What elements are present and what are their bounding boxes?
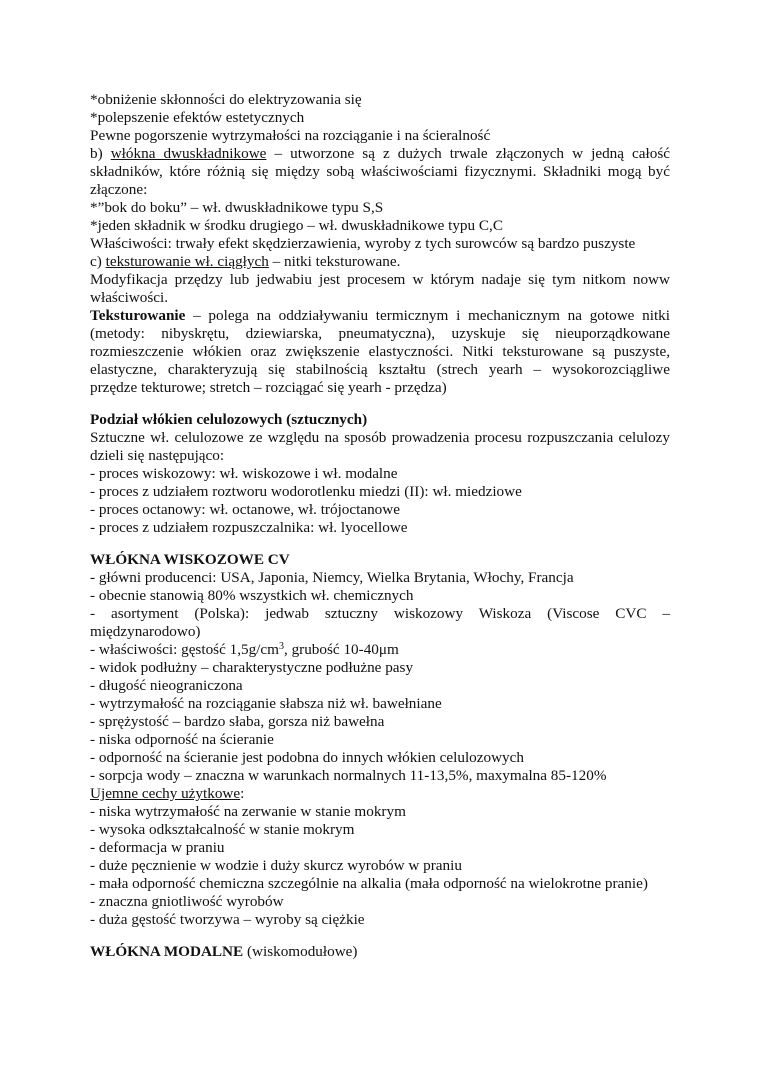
text-span: - właściwości: gęstość 1,5g/cm: [90, 641, 279, 658]
list-item: - obecnie stanowią 80% wszystkich wł. chemicznych: [90, 587, 414, 604]
list-item: - niska odporność na ścieranie: [90, 731, 274, 748]
list-item: - wytrzymałość na rozciąganie słabsza niż wł. bawełniane: [90, 695, 442, 712]
list-item: - sprężystość – bardzo słaba, gorsza niż bawełna: [90, 713, 385, 730]
text-line: złączone:: [90, 181, 148, 198]
text-span: – nitki teksturowane.: [268, 253, 401, 270]
text-line: przędze tekturowe; stretch – rozciągać się yearh - przędza): [90, 379, 447, 396]
text-line: elastyczne, charakteryzują się stabilnością kształtu (strech yearh – wysokorozciągliwe: [90, 361, 670, 378]
list-item: - deformacja w praniu: [90, 839, 225, 856]
list-item: - mała odporność chemiczna szczególnie na alkalia (mała odporność na wielokrotne pranie): [90, 875, 648, 892]
text-line: Właściwości: trwały efekt skędzierzawienia, wyroby z tych surowców są bardzo puszyste: [90, 235, 636, 252]
text-span: b): [90, 145, 111, 162]
text-line: (metody: nibyskrętu, dziewiarska, pneumatyczna), uzyskuje się nieuporządkowane: [90, 325, 670, 342]
superscript: 3: [278, 641, 284, 652]
list-item: - wysoka odkształcalność w stanie mokrym: [90, 821, 355, 838]
text-span: – utworzone są z dużych trwale złączonych w jedną całość: [266, 145, 671, 162]
text-line: *polepszenie efektów estetycznych: [90, 109, 305, 126]
list-item: - długość nieograniczona: [90, 677, 243, 694]
list-item: - proces z udziałem rozpuszczalnika: wł. lyocellowe: [90, 519, 408, 536]
section-heading: Podział włókien celulozowych (sztucznych): [90, 411, 368, 428]
text-span: , grubość 10-40μm: [283, 641, 399, 658]
bold-term: Teksturowanie: [90, 307, 186, 324]
text-line: [90, 307, 670, 325]
text-span: – polega na oddziaływaniu termicznym i mechanicznym na gotowe nitki: [185, 307, 670, 324]
list-item: - proces wiskozowy: wł. wiskozowe i wł. modalne: [90, 465, 398, 482]
text-line: składników, które różnią się między sobą właściwościami fizycznymi. Składniki mogą być: [90, 163, 670, 180]
text-line: międzynarodowo): [90, 623, 201, 640]
text-line: rozmieszczenie włókien oraz zwiększenie elastyczności. Nitki teksturowane są puszyste,: [90, 343, 670, 360]
bold-term: WŁÓKNA MODALNE: [90, 943, 244, 960]
list-item: - sorpcja wody – znaczna w warunkach normalnych 11-13,5%, maxymalna 85-120%: [90, 767, 607, 784]
underlined-term: teksturowanie wł. ciągłych: [105, 253, 269, 270]
list-item: - proces octanowy: wł. octanowe, wł. trójoctanowe: [90, 501, 400, 518]
text-line: dzieli się następująco:: [90, 447, 225, 464]
list-item: [90, 641, 399, 659]
section-heading: [90, 943, 357, 961]
list-item: - asortyment (Polska): jedwab sztuczny wiskozowy Wiskoza (Viscose CVC –: [90, 605, 670, 622]
underlined-term: włókna dwuskładnikowe: [110, 145, 267, 162]
text-line: *jeden składnik w środku drugiego – wł. dwuskładnikowe typu C,C: [90, 217, 503, 234]
text-line: *”bok do boku” – wł. dwuskładnikowe typu S,S: [90, 199, 384, 216]
text-line: *obniżenie skłonności do elektryzowania się: [90, 91, 362, 108]
underlined-term: Ujemne cechy użytkowe: [90, 785, 241, 802]
text-line: Sztuczne wł. celulozowe ze względu na sposób prowadzenia procesu rozpuszczania celulozy: [90, 429, 670, 446]
list-item: - widok podłużny – charakterystyczne podłużne pasy: [90, 659, 414, 676]
text-line: [90, 785, 244, 803]
text-line: Pewne pogorszenie wytrzymałości na rozciąganie i na ścieralność: [90, 127, 491, 144]
text-line: [90, 145, 670, 163]
text-span: (wiskomodułowe): [243, 943, 358, 960]
list-item: - znaczna gniotliwość wyrobów: [90, 893, 284, 910]
list-item: - główni producenci: USA, Japonia, Niemcy, Wielka Brytania, Włochy, Francja: [90, 569, 574, 586]
text-span: :: [240, 785, 245, 802]
list-item: - duże pęcznienie w wodzie i duży skurcz wyrobów w praniu: [90, 857, 462, 874]
list-item: - duża gęstość tworzywa – wyroby są ciężkie: [90, 911, 365, 928]
section-heading: WŁÓKNA WISKOZOWE CV: [90, 551, 290, 568]
text-line: właściwości.: [90, 289, 169, 306]
text-line: Modyfikacja przędzy lub jedwabiu jest procesem w którym nadaje się tym nitkom noww: [90, 271, 670, 288]
list-item: - odporność na ścieranie jest podobna do innych włókien celulozowych: [90, 749, 524, 766]
list-item: - proces z udziałem roztworu wodorotlenku miedzi (II): wł. miedziowe: [90, 483, 522, 500]
list-item: - niska wytrzymałość na zerwanie w stanie mokrym: [90, 803, 406, 820]
text-span: c): [90, 253, 106, 270]
text-line: [90, 253, 400, 271]
